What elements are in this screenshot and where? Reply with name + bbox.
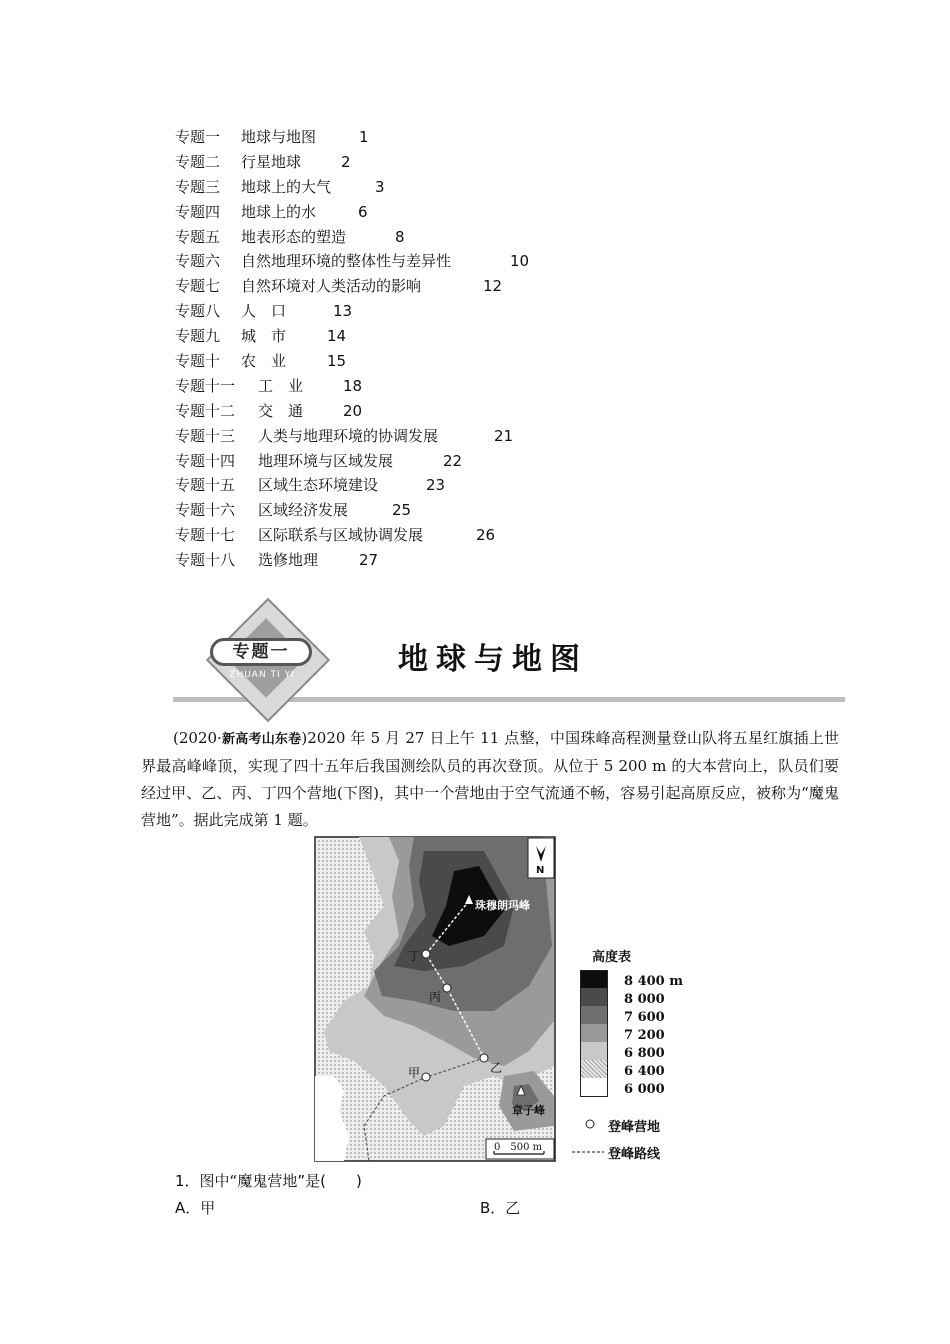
toc-item-page: 6: [358, 202, 368, 221]
option-a[interactable]: A．甲: [175, 1199, 216, 1217]
camp-yi: [480, 1054, 488, 1062]
toc-item-page: 13: [333, 302, 353, 321]
toc-item-page: 14: [327, 327, 347, 346]
legend-route: 登峰路线: [608, 1147, 661, 1162]
camp-label-jia: 甲: [408, 1066, 421, 1080]
legend-swatch: [580, 1078, 608, 1097]
camp-label-yi: 乙: [490, 1061, 503, 1075]
legend-swatch: [580, 988, 608, 1007]
legend-level: 7 600: [624, 1010, 665, 1025]
toc-item-label: 专题五: [175, 227, 221, 246]
toc-item-label: 专题十八: [175, 551, 236, 570]
toc-item-title: 区域生态环境建设: [258, 476, 379, 495]
toc-item-page: 27: [359, 551, 379, 570]
toc-item-title: 地球上的水: [241, 202, 317, 221]
legend-level: 6 400: [624, 1064, 665, 1079]
toc-item-label: 专题七: [175, 277, 221, 296]
chapter-banner: [173, 600, 845, 720]
toc-item-title: 行星地球: [241, 152, 302, 171]
chapter-pinyin: ZHUAN TI YI: [229, 670, 295, 680]
toc-item-title: 工 业: [258, 376, 304, 395]
toc-item-page: 2: [341, 152, 351, 171]
camp-jia: [422, 1073, 430, 1081]
toc-item-title: 自然环境对人类活动的影响: [241, 277, 422, 296]
question-stem: 1．图中“魔鬼营地”是( ): [175, 1172, 362, 1190]
toc-item-page: 26: [476, 526, 496, 545]
legend-swatch: [580, 1006, 608, 1025]
toc-item-page: 21: [494, 426, 514, 445]
legend-level: 6 800: [624, 1046, 665, 1061]
camp-label-ding: 丁: [408, 949, 421, 963]
legend-swatch: [580, 1042, 608, 1061]
legend-level: 8 000: [624, 992, 665, 1007]
toc-item-page: 25: [392, 501, 412, 520]
toc-item-title: 农 业: [241, 352, 287, 371]
toc-item-page: 12: [483, 277, 503, 296]
legend-title: 高度表: [592, 950, 632, 965]
camp-legend-icon: [584, 1118, 596, 1130]
toc-item-title: 地理环境与区域发展: [258, 451, 394, 470]
toc-item-label: 专题十四: [175, 451, 236, 470]
peak-label: 珠穆朗玛峰: [475, 899, 530, 912]
toc-item-title: 人类与地理环境的协调发展: [258, 426, 439, 445]
legend-swatch: [580, 1024, 608, 1043]
intro-text: )2020 年 5 月 27 日上午 11 点整，中国珠峰高程测量登山队将五星红旗插上世界最高峰峰顶，实现了四十五年后我国测绘队员的再次登顶。从位于 5 200 m 的大本营向上，队员们要经过甲、乙、丙、丁四个营地(下图)，其中一个营地由于空气流通不畅，容易引起高原反应，被称为“魔鬼营地”。据此完成第 1 题。: [141, 729, 839, 829]
toc-item-label: 专题三: [175, 177, 221, 196]
intro-paragraph: [141, 725, 839, 834]
toc-item-page: 18: [343, 376, 363, 395]
toc-item-title: 城 市: [241, 327, 287, 346]
legend-swatch: [580, 970, 608, 990]
toc-item-page: 20: [343, 401, 363, 420]
toc-item-page: 3: [375, 177, 385, 196]
toc-item-label: 专题十二: [175, 401, 236, 420]
toc-item-title: 区域经济发展: [258, 501, 349, 520]
legend-level: 7 200: [624, 1028, 665, 1043]
legend-swatch: [580, 1060, 608, 1079]
camp-label-bing: 丙: [429, 990, 442, 1004]
toc-item-label: 专题十七: [175, 526, 236, 545]
toc-item-page: 15: [327, 352, 347, 371]
legend-level: 8 400 m: [624, 974, 683, 989]
toc-item-title: 交 通: [258, 401, 304, 420]
route-legend-icon: [572, 1149, 604, 1155]
toc-item-label: 专题六: [175, 252, 221, 271]
toc-item-page: 10: [510, 252, 530, 271]
north-label: N: [536, 865, 545, 876]
toc-item-label: 专题十三: [175, 426, 236, 445]
toc-item-label: 专题十六: [175, 501, 236, 520]
toc-item-title: 地球上的大气: [241, 177, 332, 196]
toc-item-page: 23: [426, 476, 446, 495]
toc-item-page: 8: [395, 227, 405, 246]
intro-source: 新高考山东卷: [221, 732, 302, 747]
intro-open: (2020·: [173, 729, 222, 747]
toc-item-label: 专题一: [175, 128, 221, 146]
toc-item-page: 1: [359, 128, 369, 146]
peak2-label: 章子峰: [512, 1104, 545, 1117]
toc-item-title: 地球与地图: [241, 128, 317, 146]
topographic-map: [314, 836, 556, 1162]
toc-item-page: 22: [443, 451, 463, 470]
toc-item-label: 专题十: [175, 352, 221, 371]
toc-item-label: 专题八: [175, 302, 221, 321]
toc-item-title: 自然地理环境的整体性与差异性: [241, 252, 452, 271]
elevation-legend: [572, 946, 692, 1166]
legend-camp: 登峰营地: [608, 1120, 661, 1135]
legend-level: 6 000: [624, 1082, 665, 1097]
scale-label: 0 500 m: [494, 1142, 543, 1153]
toc-item-title: 人 口: [241, 302, 287, 321]
camp-ding: [422, 950, 430, 958]
chapter-title: 地球与地图: [398, 642, 588, 677]
toc-item-label: 专题二: [175, 152, 221, 171]
camp-bing: [443, 984, 451, 992]
toc-item-title: 区际联系与区域协调发展: [258, 526, 424, 545]
toc-item-label: 专题十一: [175, 376, 236, 395]
toc-item-title: 地表形态的塑造: [241, 227, 347, 246]
option-b[interactable]: B．乙: [480, 1199, 521, 1217]
toc-item-title: 选修地理: [258, 551, 319, 570]
toc-item-label: 专题九: [175, 327, 221, 346]
chapter-badge: 专题一: [210, 638, 312, 666]
toc-item-label: 专题十五: [175, 476, 236, 495]
toc-item-label: 专题四: [175, 202, 221, 221]
